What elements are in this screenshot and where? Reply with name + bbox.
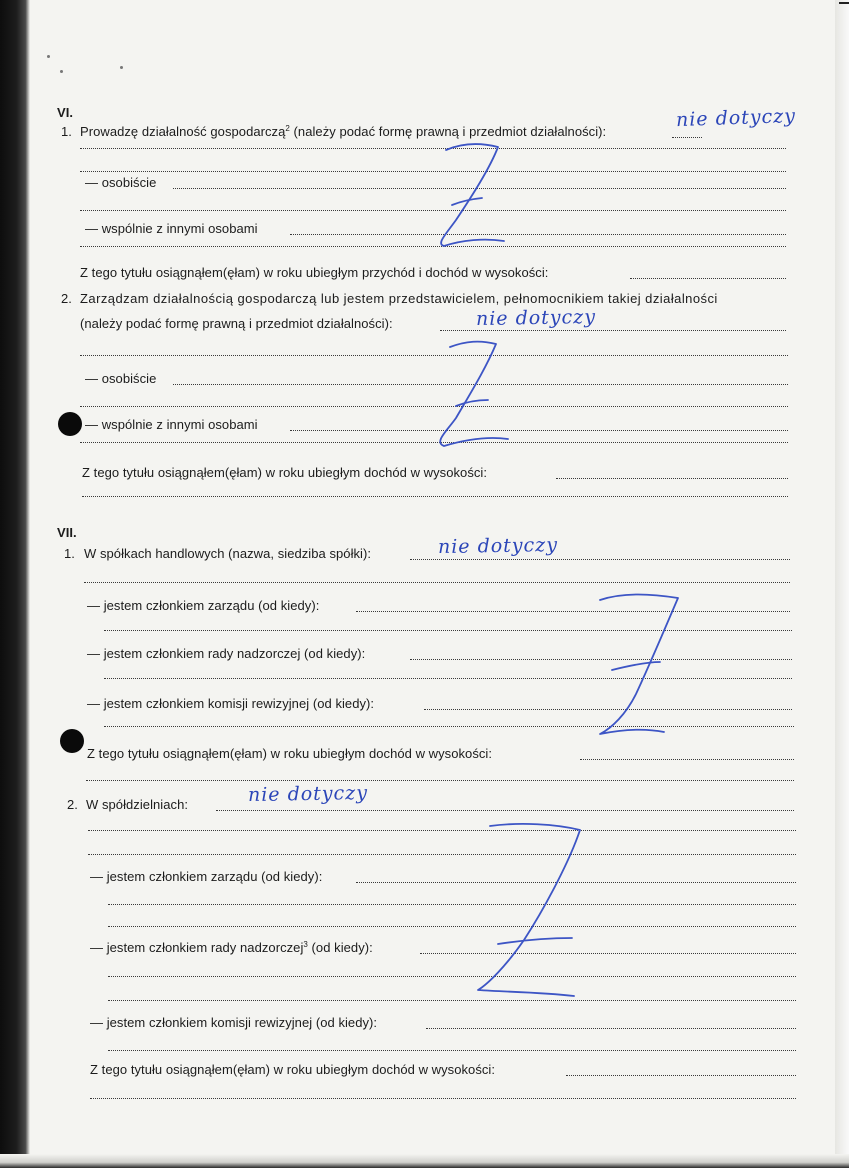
z-strike-vii-2-bar bbox=[498, 938, 572, 944]
z-strike-vi-2-bar bbox=[456, 400, 488, 406]
handwritten-answer: nie dotyczy bbox=[475, 305, 597, 331]
vii-1-board-label: — jestem członkiem zarządu (od kiedy): bbox=[87, 598, 320, 613]
z-strike-vii-2 bbox=[478, 824, 580, 996]
vi-2-personal-label: — osobiście bbox=[85, 371, 157, 386]
vi-2-jointly-label: — wspólnie z innymi osobami bbox=[85, 417, 258, 432]
vii-2-question: W spółdzielniach: bbox=[86, 797, 189, 812]
handwritten-answer: nie dotyczy bbox=[675, 104, 797, 132]
footnote-ref: 3 bbox=[303, 940, 308, 949]
vii-2-supervisory-label: — jestem członkiem rady nadzorczej$^3$ (od kiedy): bbox=[90, 940, 373, 955]
z-strike-vi-2 bbox=[440, 342, 508, 446]
vii-1-question: W spółkach handlowych (nazwa, siedziba spółki): bbox=[84, 546, 372, 561]
vii-2-board-label: — jestem członkiem zarządu (od kiedy): bbox=[90, 869, 323, 884]
vi-1-personal-label: — osobiście bbox=[85, 175, 157, 190]
footnote-ref: 2 bbox=[285, 124, 290, 133]
vi-2-income-label: Z tego tytułu osiągnąłem(ęłam) w roku ubiegłym dochód w wysokości: bbox=[82, 465, 488, 480]
vii-2-audit-label: — jestem członkiem komisji rewizyjnej (od kiedy): bbox=[90, 1015, 378, 1030]
z-strike-vii-1-bar bbox=[612, 662, 660, 670]
section-vi-heading: VI. bbox=[57, 105, 74, 120]
vii-1-supervisory-label: — jestem członkiem rady nadzorczej (od kiedy): bbox=[87, 646, 366, 661]
vi-2-question-line2: (należy podać formę prawną i przedmiot działalności): bbox=[80, 316, 393, 331]
vii-1-audit-label: — jestem członkiem komisji rewizyjnej (od kiedy): bbox=[87, 696, 375, 711]
vii-2-income-label: Z tego tytułu osiągnąłem(ęłam) w roku ubiegłym dochód w wysokości: bbox=[90, 1062, 496, 1077]
vi-1-jointly-label: — wspólnie z innymi osobami bbox=[85, 221, 258, 236]
vii-1-income-label: Z tego tytułu osiągnąłem(ęłam) w roku ubiegłym dochód w wysokości: bbox=[87, 746, 493, 761]
section-vii-heading: VII. bbox=[57, 525, 77, 540]
vi-1-income-label: Z tego tytułu osiągnąłem(ęłam) w roku ubiegłym przychód i dochód w wysokości: bbox=[80, 265, 549, 280]
vii-1-number: 1. bbox=[64, 546, 75, 561]
vi-1-question: Prowadzę działalność gospodarczą$^2$ (należy podać formę prawną i przedmiot działalności): bbox=[80, 124, 607, 139]
vii-2-number: 2. bbox=[67, 797, 78, 812]
vi-2-number: 2. bbox=[61, 291, 72, 306]
vi-1-number: 1. bbox=[61, 124, 72, 139]
z-strike-vi-1 bbox=[441, 144, 504, 246]
handwritten-answer: nie dotyczy bbox=[247, 781, 369, 807]
handwritten-answer: nie dotyczy bbox=[437, 533, 559, 559]
vi-2-question-line1: Zarządzam działalnością gospodarczą lub jestem przedstawicielem, pełnomocnikiem takiej działalności bbox=[80, 291, 718, 306]
